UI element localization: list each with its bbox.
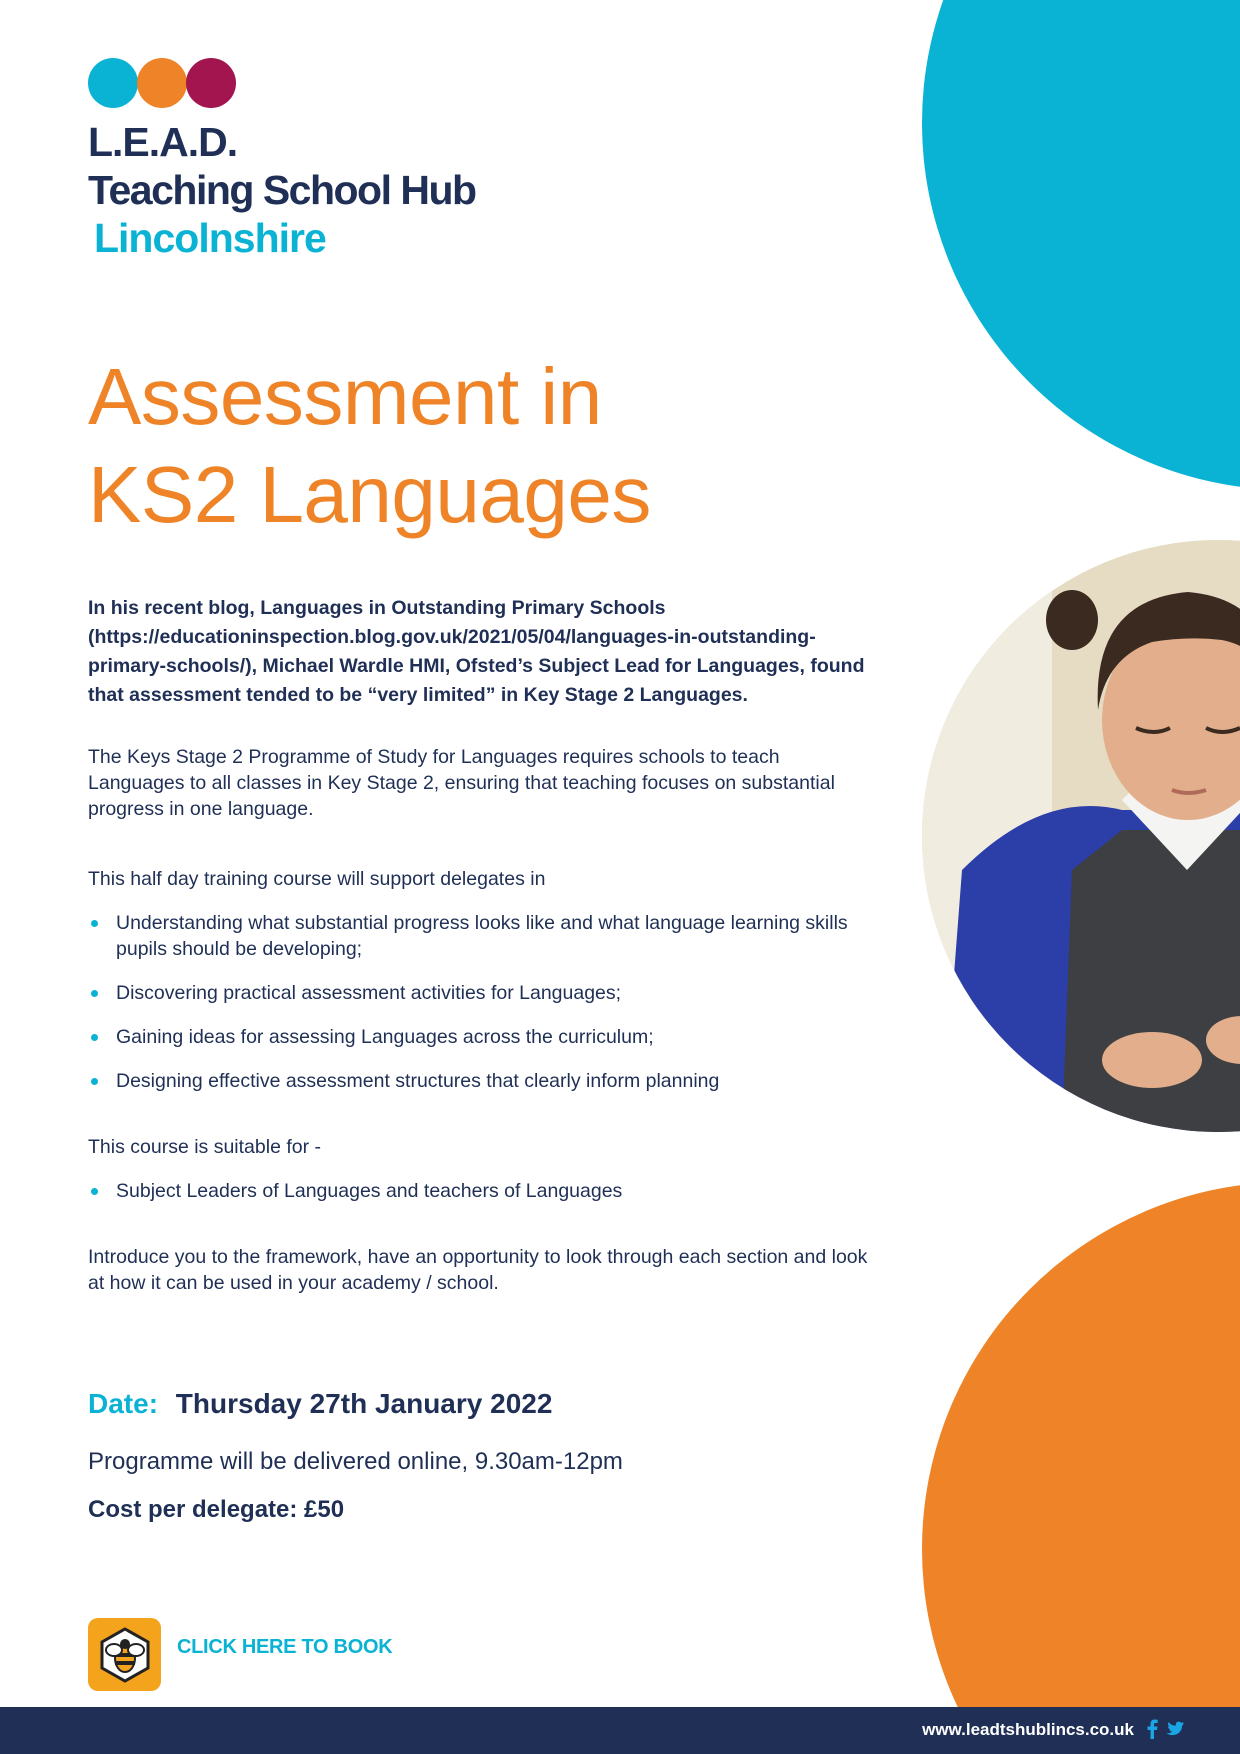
list-item: Discovering practical assessment activities for Languages; — [88, 980, 868, 1006]
facebook-icon-graphic — [1146, 1719, 1158, 1739]
bee-icon-graphic — [96, 1626, 154, 1684]
logo-dot-orange — [137, 58, 187, 108]
book-now-link[interactable]: CLICK HERE TO BOOK — [177, 1636, 393, 1658]
course-description — [88, 594, 868, 1296]
list-item: Gaining ideas for assessing Languages across the curriculum; — [88, 1024, 868, 1050]
logo-dot-magenta — [186, 58, 236, 108]
twitter-icon[interactable] — [1164, 1721, 1184, 1743]
delivery-info: Programme will be delivered online, 9.30am-12pm — [88, 1448, 623, 1475]
logo-text-hub: Teaching School Hub — [88, 167, 476, 213]
date-value: Thursday 27th January 2022 — [175, 1388, 553, 1419]
footer-bar — [0, 1707, 1240, 1754]
student-photo — [922, 540, 1240, 1132]
intro-paragraph: In his recent blog, Languages in Outstanding Primary Schools (https://educationinspection.blog.gov.uk/2021/05/04/languages-in-outstanding-primary-schools/), Michael Wardle HMI, Ofsted’s Subject Lead for Languages, found that assessment tended to be “very limited” in Key Stage 2 Languages. — [88, 597, 865, 706]
logo-dots — [88, 58, 476, 110]
logo-dot-cyan — [88, 58, 138, 108]
decorative-circle-cyan — [922, 0, 1240, 490]
social-icons — [1146, 1719, 1184, 1744]
date-label: Date: — [88, 1388, 159, 1419]
suitable-list — [88, 1178, 868, 1204]
list-item: Subject Leaders of Languages and teachers of Languages — [88, 1178, 868, 1204]
facebook-icon[interactable] — [1146, 1719, 1158, 1744]
twitter-icon-graphic — [1164, 1721, 1184, 1738]
list-item: Designing effective assessment structures that clearly inform planning — [88, 1068, 868, 1094]
support-intro: This half day training course will support delegates in — [88, 868, 546, 890]
support-list — [88, 910, 868, 1094]
website-link[interactable]: www.leadtshublincs.co.uk — [922, 1720, 1134, 1739]
page-title-line1: Assessment in — [88, 352, 602, 441]
lead-logo — [88, 58, 476, 262]
suitable-intro: This course is suitable for - — [88, 1136, 322, 1158]
bee-icon[interactable] — [88, 1618, 161, 1691]
event-date — [88, 1388, 552, 1420]
logo-text-lead: L.E.A.D. — [88, 119, 238, 165]
programme-paragraph: The Keys Stage 2 Programme of Study for Languages requires schools to teach Languages to all classes in Key Stage 2, ensuring that teaching focuses on substantial progress in one language. — [88, 746, 835, 820]
framework-paragraph: Introduce you to the framework, have an opportunity to look through each section and look at how it can be used in your academy / school. — [88, 1246, 868, 1294]
logo-text-region: Lincolnshire — [94, 215, 326, 261]
decorative-circle-orange — [922, 1182, 1240, 1754]
cost-info: Cost per delegate: £50 — [88, 1496, 345, 1523]
student-photo-illustration — [922, 540, 1240, 1132]
page-title — [88, 348, 651, 544]
list-item: Understanding what substantial progress looks like and what language learning skills pupils should be developing; — [88, 910, 868, 962]
page-title-line2: KS2 Languages — [88, 450, 651, 539]
